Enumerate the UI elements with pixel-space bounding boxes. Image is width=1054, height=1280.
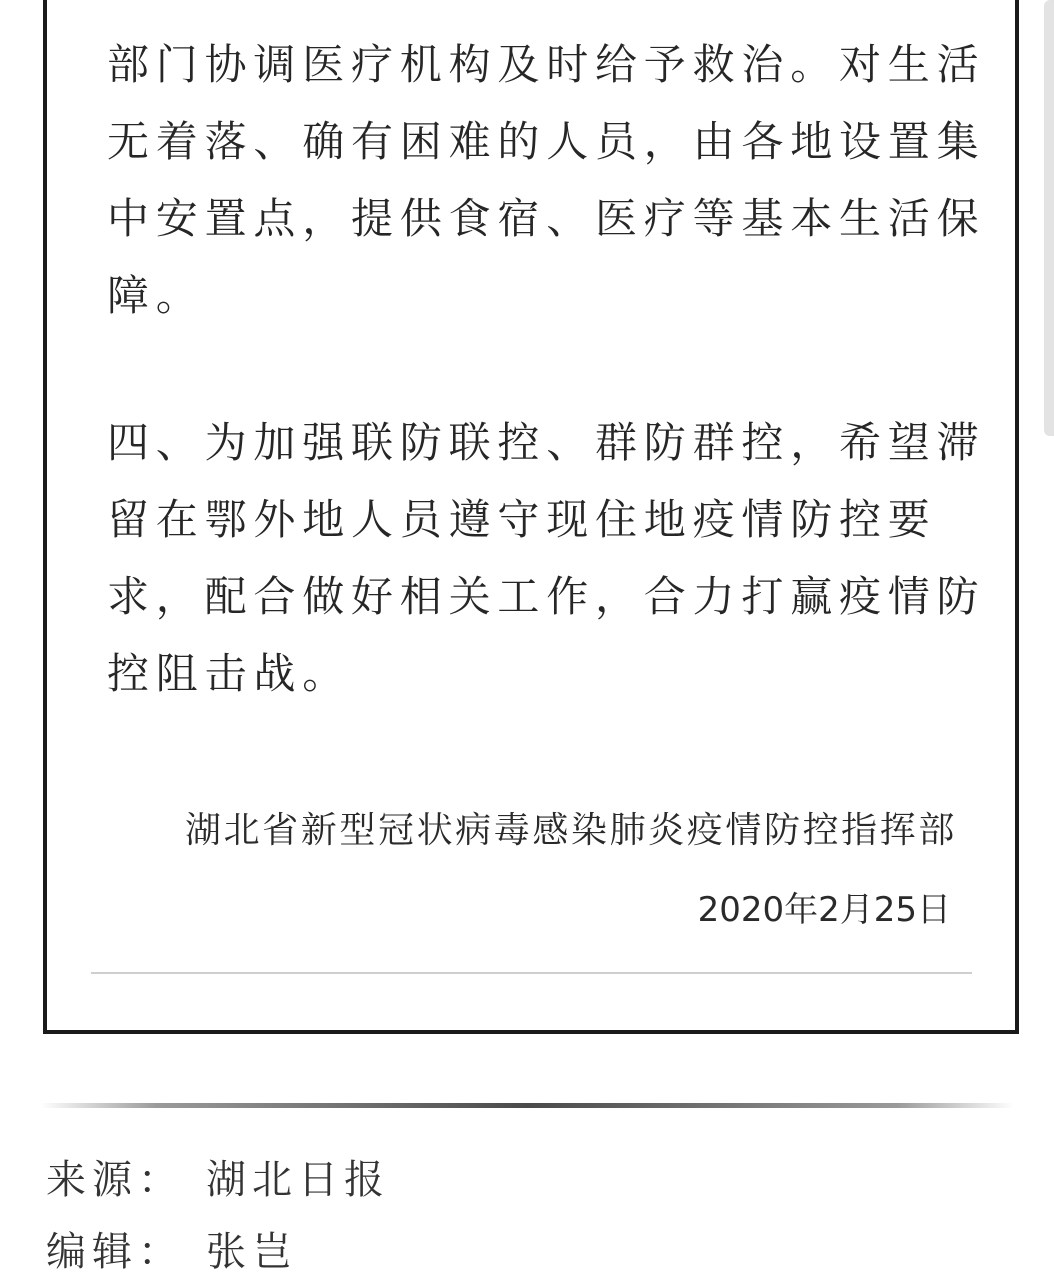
paragraph-3-line-3: 中安置点，提供食宿、医疗等基本生活保 (107, 194, 986, 243)
issuer-signature: 湖北省新型冠状病毒感染肺炎疫情防控指挥部 (184, 810, 957, 851)
paragraph-4-line-2: 留在鄂外地人员遵守现住地疫情防控要 (107, 495, 937, 544)
editor-value: 张岂 (206, 1229, 298, 1275)
inner-divider (91, 972, 972, 974)
paragraph-3-line-4: 障。 (107, 271, 205, 320)
editor-line (46, 1220, 298, 1277)
page-divider (40, 1103, 1014, 1108)
paragraph-4-line-3: 求，配合做好相关工作，合力打赢疫情防 (107, 572, 986, 621)
paragraph-3-line-2: 无着落、确有困难的人员，由各地设置集 (107, 117, 986, 166)
source-line (46, 1148, 390, 1205)
paragraph-4-line-1: 四、为加强联防联控、群防群控，希望滞 (107, 418, 986, 467)
editor-label: 编辑： (46, 1229, 184, 1275)
paragraph-4 (107, 404, 985, 712)
scrollbar-thumb[interactable] (1044, 0, 1054, 436)
paragraph-4-line-4: 控阻击战。 (107, 649, 352, 698)
source-label: 来源： (46, 1157, 184, 1203)
paragraph-3-line-1: 部门协调医疗机构及时给予救治。对生活 (107, 40, 986, 89)
source-value: 湖北日报 (206, 1157, 390, 1203)
notice-box (43, 0, 1019, 1034)
paragraph-3 (107, 26, 985, 334)
issue-date: 2020年2月25日 (697, 890, 951, 930)
